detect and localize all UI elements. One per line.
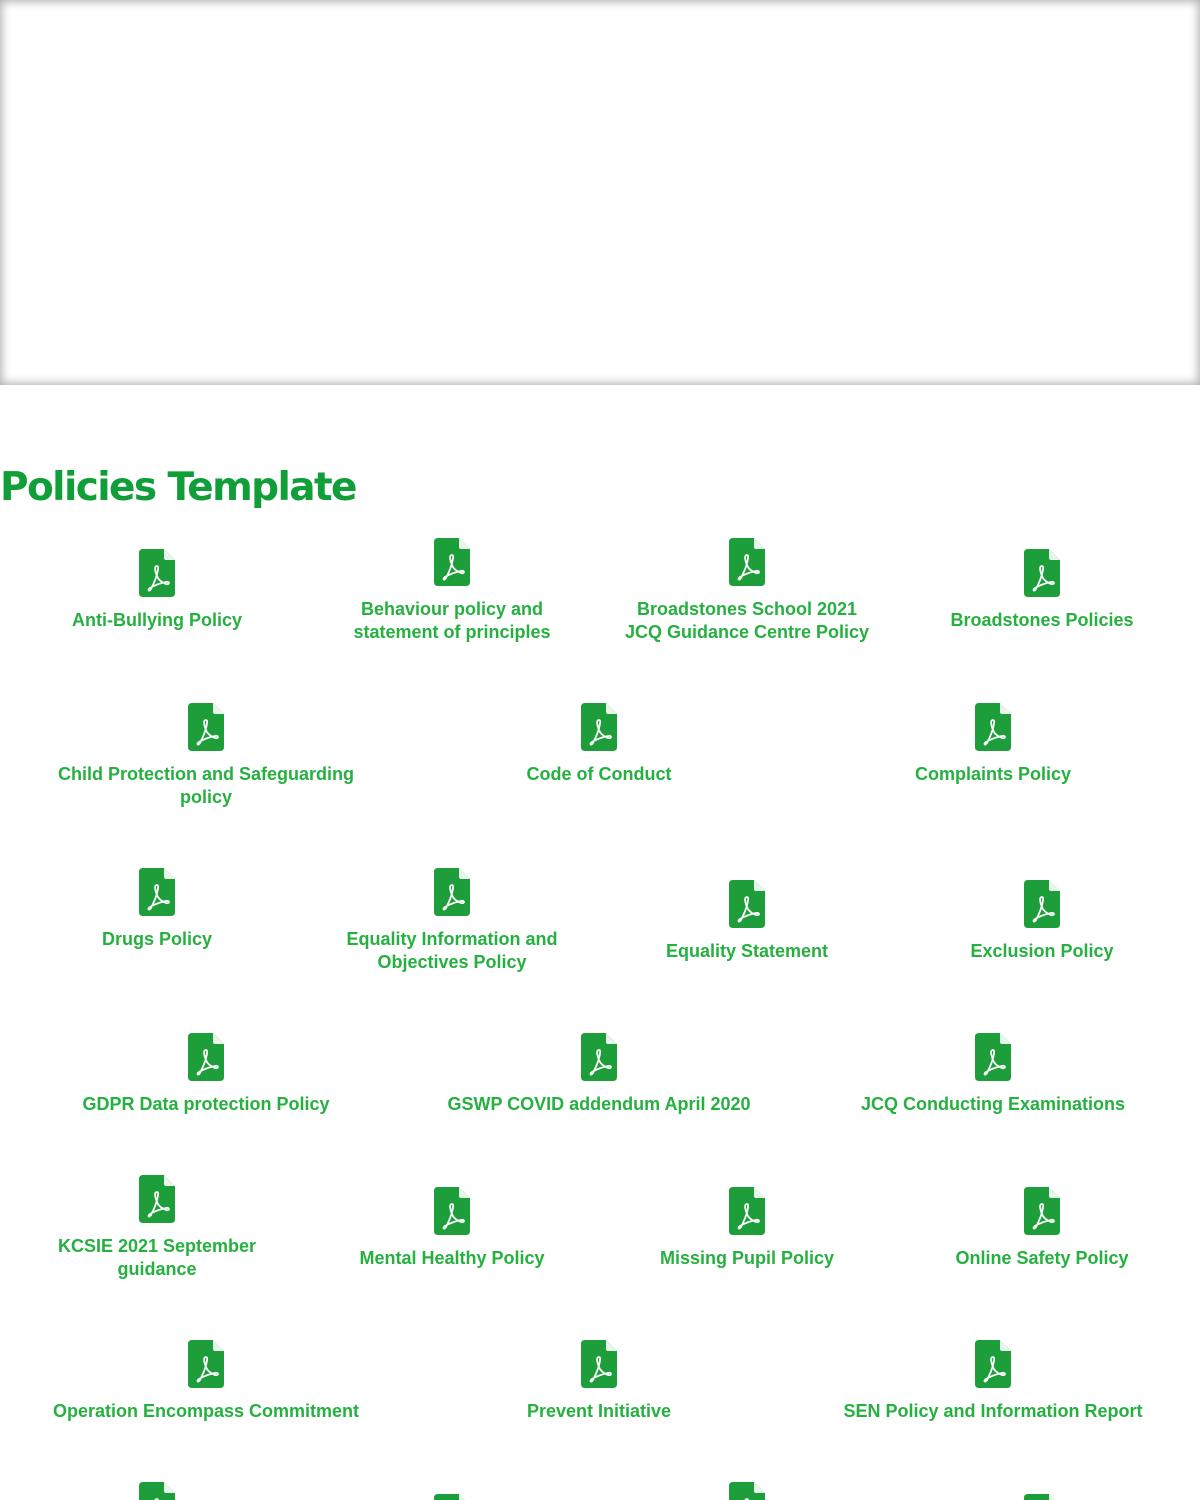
document-label: GDPR Data protection Policy [82,1094,330,1114]
document-link-anti-bullying-policy[interactable] [57,549,257,632]
pdf-file-icon [581,703,617,751]
pdf-file-icon [1024,549,1060,597]
document-label: Exclusion Policy [970,941,1114,961]
document-label: Missing Pupil Policy [659,1248,835,1268]
document-label: Broadstones School 2021 JCQ Guidance Centre Policy [624,599,870,642]
document-link-exclusion-policy[interactable] [932,880,1152,963]
pdf-file-icon [139,1175,175,1223]
document-label: Drugs Policy [101,929,213,949]
document-label: Equality Statement [665,941,829,961]
pdf-file-icon [729,1187,765,1235]
document-link-partial[interactable] [932,1494,1152,1500]
pdf-file-icon [139,868,175,916]
document-label: Mental Healthy Policy [359,1248,545,1268]
document-label: Behaviour policy and statement of principles [353,599,551,642]
document-link-code-of-conduct[interactable] [479,703,719,786]
pdf-file-icon [139,549,175,597]
document-label: JCQ Conducting Examinations [860,1094,1126,1114]
pdf-file-icon [581,1340,617,1388]
document-link-drugs-policy[interactable] [57,868,257,951]
document-label: Child Protection and Safeguarding policy [57,764,354,807]
pdf-file-icon [975,1340,1011,1388]
hero-banner [0,0,1200,385]
document-link-gdpr-policy[interactable] [46,1033,366,1116]
pdf-file-icon [1024,1494,1060,1500]
document-label: Code of Conduct [526,764,672,784]
document-label: SEN Policy and Information Report [843,1401,1143,1421]
pdf-file-icon [188,703,224,751]
document-link-equality-statement[interactable] [627,880,867,963]
document-link-operation-encompass[interactable] [36,1340,376,1423]
pdf-file-icon [581,1033,617,1081]
pdf-file-icon [139,1482,175,1500]
document-link-equality-information-policy[interactable] [322,868,582,974]
document-link-partial[interactable] [57,1482,257,1500]
document-label: Anti-Bullying Policy [71,610,242,630]
pdf-file-icon [975,703,1011,751]
document-link-jcq-conducting-examinations[interactable] [843,1033,1143,1116]
pdf-file-icon [729,1482,765,1500]
document-link-prevent-initiative[interactable] [479,1340,719,1423]
document-link-gswp-covid-addendum[interactable] [429,1033,769,1116]
document-label: Equality Information and Objectives Policy [346,929,558,972]
pdf-file-icon [1024,880,1060,928]
document-link-jcq-guidance-centre-policy[interactable] [607,538,887,644]
document-link-online-safety-policy[interactable] [932,1187,1152,1270]
document-link-behaviour-policy[interactable] [322,538,582,644]
document-label: KCSIE 2021 September guidance [57,1236,257,1279]
document-label: Prevent Initiative [526,1401,672,1421]
pdf-file-icon [188,1340,224,1388]
document-label: Operation Encompass Commitment [52,1401,360,1421]
document-link-missing-pupil-policy[interactable] [627,1187,867,1270]
document-label: GSWP COVID addendum April 2020 [447,1094,751,1114]
pdf-file-icon [1024,1187,1060,1235]
document-link-mental-healthy-policy[interactable] [332,1187,572,1270]
document-link-child-protection-policy[interactable] [46,703,366,809]
document-label: Online Safety Policy [955,1248,1129,1268]
pdf-file-icon [434,868,470,916]
document-link-sen-policy[interactable] [833,1340,1153,1423]
document-link-partial[interactable] [322,1494,582,1500]
pdf-file-icon [434,1187,470,1235]
document-label: Complaints Policy [914,764,1072,784]
document-label: Broadstones Policies [950,610,1134,630]
pdf-file-icon [434,538,470,586]
pdf-file-icon [434,1494,470,1500]
document-link-complaints-policy[interactable] [873,703,1113,786]
document-link-partial[interactable] [627,1482,867,1500]
document-link-kcsie-guidance[interactable] [37,1175,277,1281]
document-link-broadstones-policies[interactable] [932,549,1152,632]
page-title: Policies Template [0,465,356,510]
pdf-file-icon [975,1033,1011,1081]
pdf-file-icon [729,538,765,586]
pdf-file-icon [729,880,765,928]
pdf-file-icon [188,1033,224,1081]
documents-row-partial [0,1482,1200,1500]
